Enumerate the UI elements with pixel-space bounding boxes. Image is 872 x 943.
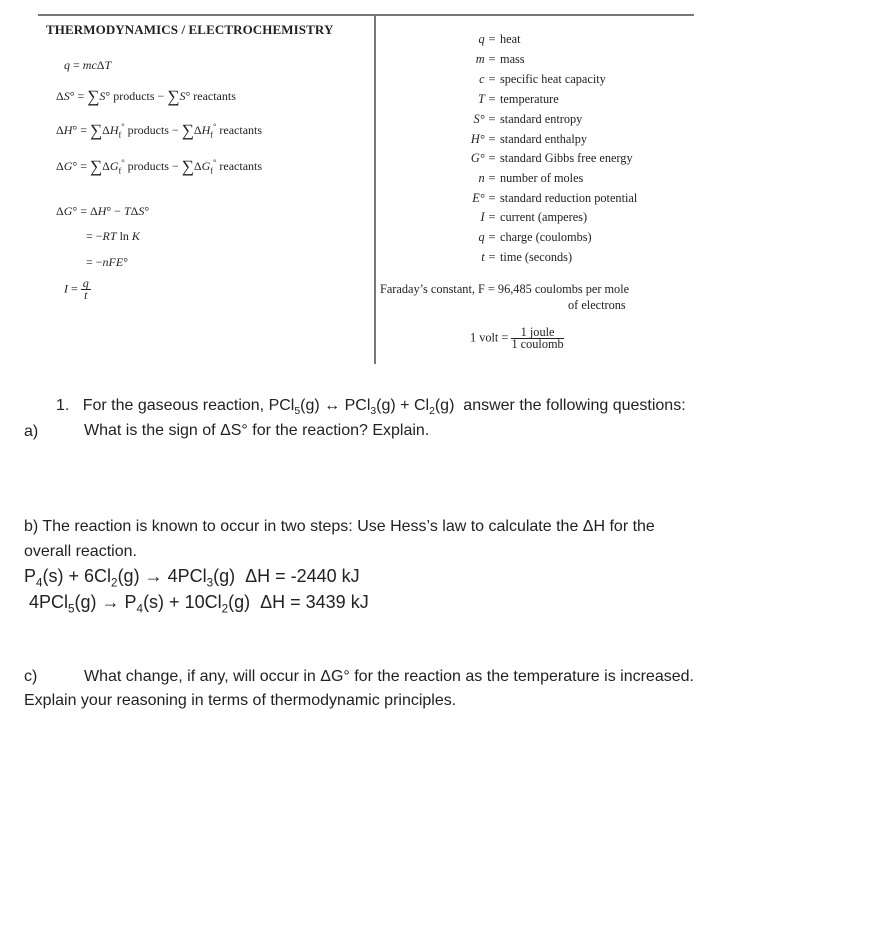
current-equation: I = $\frac{q}{t}$ bbox=[64, 276, 89, 302]
definition-row bbox=[368, 92, 559, 107]
part-a-label: a) bbox=[24, 423, 39, 440]
hess-step-2: $4PCl_5(g) \to P_4(s) + 10Cl_2(g) \Delta H = 3439$ kJ bbox=[29, 592, 369, 616]
definition-symbol: c = bbox=[479, 72, 496, 86]
definition-text: current (amperes) bbox=[500, 210, 588, 224]
definition-row bbox=[368, 72, 606, 87]
volt-numerator: 1 joule bbox=[511, 327, 563, 339]
gibbs-relation-3: = −nFE° bbox=[86, 255, 129, 269]
definition-row bbox=[368, 132, 587, 147]
question-number: 1. bbox=[56, 397, 70, 414]
entropy-equation: ΔS° = ∑S° products − ∑S° reactants bbox=[56, 87, 236, 106]
definition-row bbox=[368, 171, 583, 186]
definition-symbol: t = bbox=[481, 250, 496, 264]
definition-symbol: I = bbox=[480, 210, 496, 224]
definition-row bbox=[368, 191, 637, 206]
gibbs-relation-2: = −RT ln K bbox=[86, 229, 140, 243]
part-b-text: b) The reaction is known to occur in two steps: Use Hess’s law to calculate the ΔH for the bbox=[24, 518, 655, 535]
definition-symbol: n = bbox=[478, 171, 496, 185]
faraday-constant: Faraday’s constant, F = 96,485 coulombs per mole bbox=[380, 282, 630, 296]
reference-table bbox=[38, 12, 696, 364]
volt-label: 1 volt = bbox=[470, 330, 509, 345]
heat-equation: q = mcΔT bbox=[64, 58, 112, 72]
definition-symbol: q = bbox=[478, 230, 496, 244]
faraday-constant-cont: of electrons bbox=[568, 298, 626, 312]
definition-symbol: m = bbox=[475, 52, 496, 66]
part-c-text: What change, if any, will occur in ΔG° for the reaction as the temperature is increased. bbox=[84, 668, 694, 685]
definition-symbol: H° = bbox=[470, 132, 496, 146]
definition-row bbox=[368, 250, 572, 265]
part-b-text-cont: overall reaction. bbox=[24, 543, 137, 560]
definition-text: mass bbox=[500, 52, 525, 66]
definition-symbol: q = bbox=[478, 32, 496, 46]
definition-row bbox=[368, 112, 582, 127]
definition-text: standard reduction potential bbox=[500, 191, 638, 205]
definition-row bbox=[368, 52, 525, 67]
part-c-text-cont: Explain your reasoning in terms of thermodynamic principles. bbox=[24, 692, 457, 709]
table-top-rule bbox=[38, 14, 694, 16]
definition-symbol: T = bbox=[478, 92, 496, 106]
definition-text: charge (coulombs) bbox=[500, 230, 592, 244]
table-title: THERMODYNAMICS / ELECTROCHEMISTRY bbox=[46, 22, 334, 37]
definition-symbol: G° = bbox=[470, 151, 496, 165]
definition-text: temperature bbox=[500, 92, 559, 106]
definition-text: time (seconds) bbox=[500, 250, 573, 264]
definition-text: standard Gibbs free energy bbox=[500, 151, 633, 165]
gibbs-equation: $\Delta G^\circ = \sum\Delta G_f^\circ$ products − $\sum\Delta G_f^\circ$ reactants bbox=[56, 157, 263, 176]
part-c-label: c) bbox=[24, 668, 38, 685]
current-fraction: $\frac{q}{t}$ bbox=[82, 276, 89, 302]
definition-row bbox=[368, 230, 592, 245]
volt-definition bbox=[470, 327, 564, 350]
question-intro: For the gaseous reaction, bbox=[82, 397, 265, 414]
gibbs-relation-1: ΔG° = ΔH° − TΔS° bbox=[56, 204, 150, 218]
definition-text: heat bbox=[500, 32, 521, 46]
definition-text: number of moles bbox=[500, 171, 584, 185]
part-a-text: What is the sign of ΔS° for the reaction? Explain. bbox=[84, 422, 430, 439]
definition-symbol: E° = bbox=[472, 191, 496, 205]
hess-step-1: $P_4(s) + 6Cl_2(g) \to 4PCl_3(g) \Delta H = -2440$ kJ bbox=[24, 566, 360, 590]
definition-text: standard enthalpy bbox=[500, 132, 588, 146]
definition-row bbox=[368, 32, 520, 47]
definition-row bbox=[368, 210, 587, 225]
definition-text: standard entropy bbox=[500, 112, 583, 126]
enthalpy-equation: $\Delta H^\circ = \sum\Delta H_f^\circ$ products − $\sum\Delta H_f^\circ$ reactants bbox=[56, 121, 263, 140]
question-tail: answer the following questions: bbox=[463, 397, 686, 414]
volt-denominator: 1 coulomb bbox=[511, 337, 564, 351]
question-1: 1. For the gaseous reaction, PCl$_5$(g) ↔ $PCl_3(g) + Cl_2(g)$ answer the following questions: bbox=[56, 397, 686, 418]
definition-symbol: S° = bbox=[473, 112, 496, 126]
definition-row bbox=[368, 151, 633, 166]
definition-text: specific heat capacity bbox=[500, 72, 606, 86]
